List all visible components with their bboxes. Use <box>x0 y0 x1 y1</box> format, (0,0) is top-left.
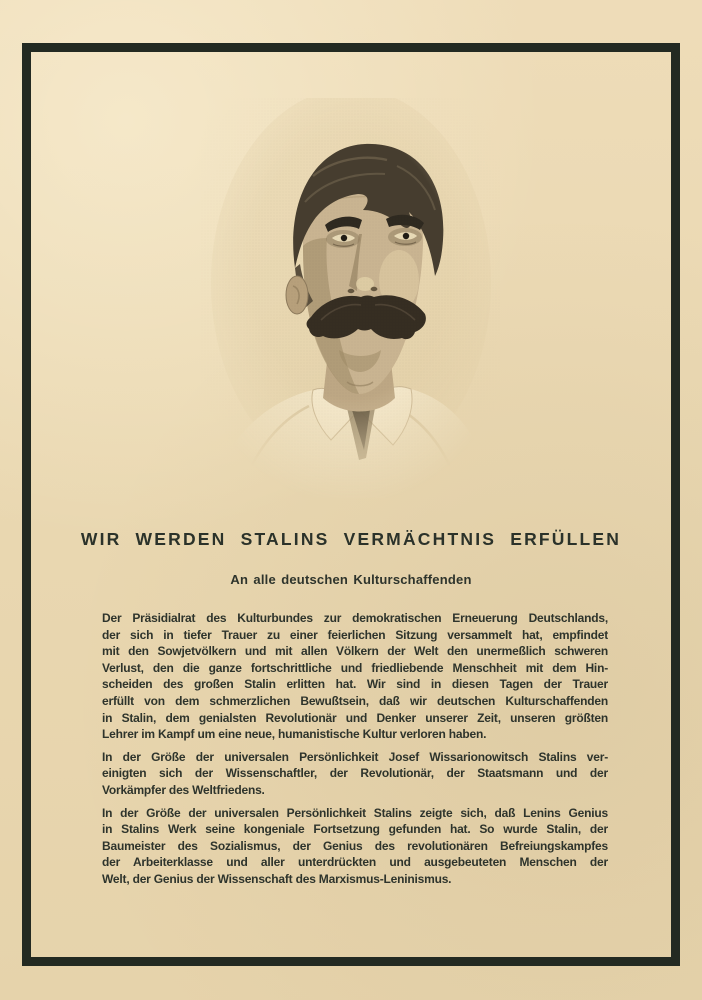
subheadline: An alle deutschen Kulturschaffenden <box>230 572 472 587</box>
headline: WIR WERDEN STALINS VERMÄCHTNIS ERFÜLLEN <box>80 529 622 549</box>
paragraph <box>102 749 608 799</box>
text-line: In der Größe der universalen Persönlichkeit Stalins zeigte sich, daß Lenins Genius <box>102 805 608 820</box>
paragraph <box>102 610 608 743</box>
text-line: In der Größe der universalen Persönlichkeit Josef Wissarionowitsch Stalins ver- <box>102 749 608 764</box>
text-line: Lehrer im Kampf um eine neue, humanistische Kultur verloren haben. <box>102 727 487 742</box>
body-text <box>102 610 608 894</box>
text-line: Baumeister des Sozialismus, der Genius des revolutionären Befreiungskampfes <box>102 838 608 853</box>
stalin-portrait <box>201 98 501 498</box>
text-line: Vorkämpfer des Weltfriedens. <box>102 782 265 797</box>
paragraph <box>102 805 608 888</box>
text-line: Verlust, den die ganze fortschrittliche und friedliebende Menschheit mit dem Hin- <box>102 660 608 675</box>
text-line: erfüllt von dem schmerzlichen Bewußtsein, daß wir deutschen Kulturschaffenden <box>102 693 608 708</box>
text-line: Der Präsidialrat des Kulturbundes zur demokratischen Erneuerung Deutschlands, <box>102 611 608 625</box>
text-line: der sich in tiefer Trauer zu einer feierlichen Sitzung versammelt hat, empfindet <box>102 627 608 642</box>
text-line: der Arbeiterklasse und aller unterdrückten und ausgebeuteten Menschen der <box>102 855 608 870</box>
text-line: Welt, der Genius der Wissenschaft des Marxismus-Leninismus. <box>102 871 452 886</box>
text-line: in Stalins Werk seine kongeniale Fortsetzung gefunden hat. So wurde Stalin, der <box>102 822 608 837</box>
text-line: in Stalin, dem genialsten Revolutionär und Denker unserer Zeit, unseren größten <box>102 710 608 725</box>
text-line: scheiden des großen Stalin erlitten hat. Wir sind in diesen Tagen der Trauer <box>102 677 608 692</box>
text-line: mit den Sowjetvölkern und mit allen Völkern der Welt den unermeßlich schweren <box>102 644 608 659</box>
text-line: einigten sich der Wissenschaftler, der Revolutionär, der Staatsmann und der <box>102 766 608 781</box>
